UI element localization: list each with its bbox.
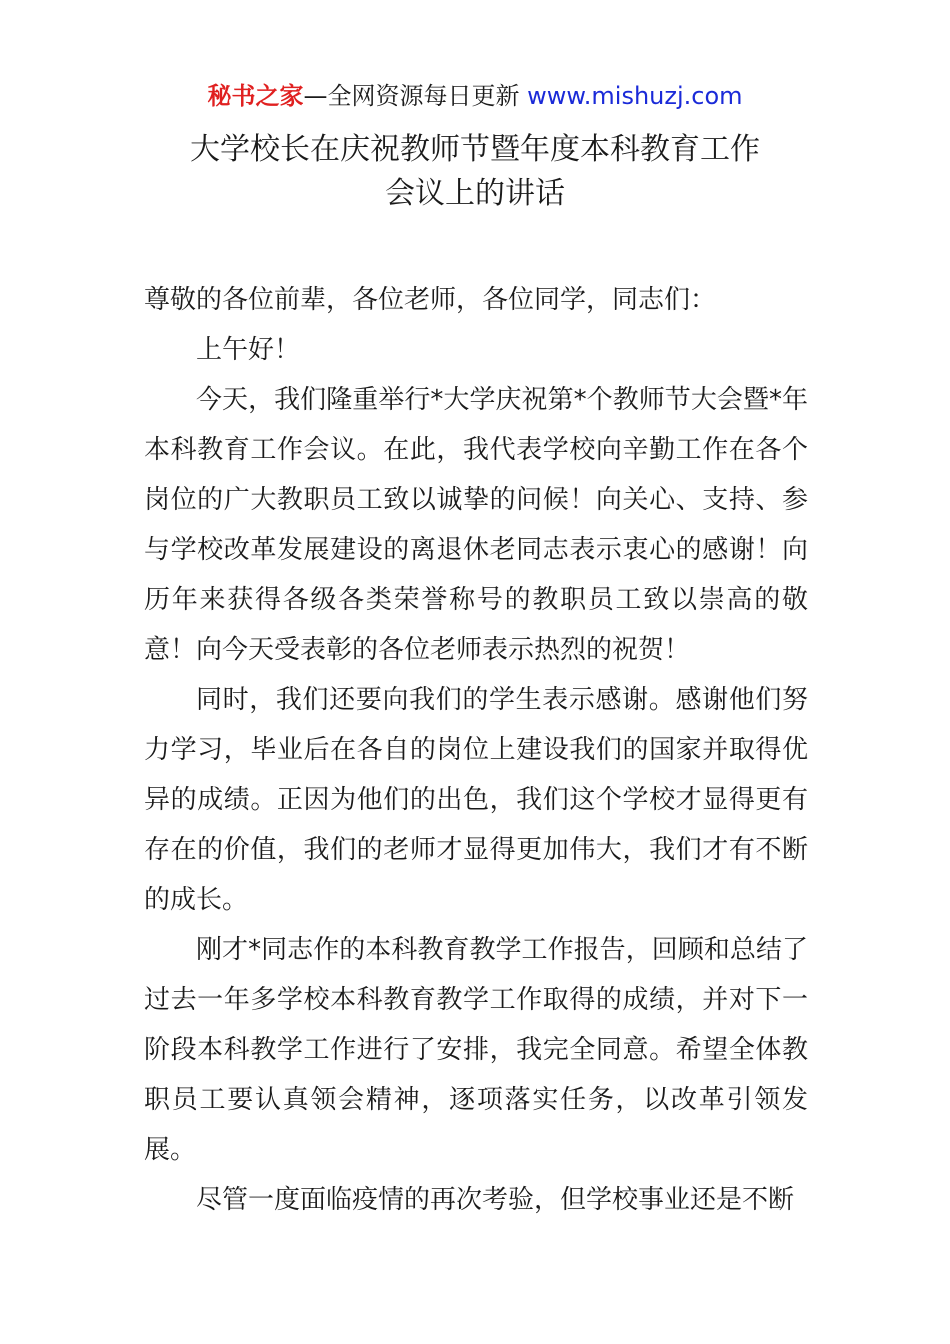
paragraph: 刚才*同志作的本科教育教学工作报告，回顾和总结了过去一年多学校本科教育教学工作取得的成绩，并对下一阶段本科教学工作进行了安排，我完全同意。希望全体教职员工要认真领会精神，逐项落实任务，以改革引领发展。	[144, 935, 808, 1165]
salutation: 尊敬的各位前辈，各位老师，各位同学，同志们：	[144, 285, 717, 315]
title-line-1: 大学校长在庆祝教师节暨年度本科教育工作	[190, 132, 760, 167]
site-url-link[interactable]: www.mishuzj.com	[527, 82, 743, 110]
title-line-2: 会议上的讲话	[385, 176, 565, 211]
paragraph: 尽管一度面临疫情的再次考验，但学校事业还是不断	[196, 1185, 795, 1215]
paragraph: 上午好！	[196, 335, 301, 365]
paragraph: 同时，我们还要向我们的学生表示感谢。感谢他们努力学习，毕业后在各自的岗位上建设我们的国家并取得优异的成绩。正因为他们的出色，我们这个学校才显得更有存在的价值，我们的老师才显得更加伟大，我们才有不断的成长。	[144, 685, 808, 915]
brand-name: 秘书之家	[207, 82, 304, 110]
document-body	[144, 275, 808, 1225]
paragraph: 今天，我们隆重举行*大学庆祝第*个教师节大会暨*年本科教育工作会议。在此，我代表学校向辛勤工作在各个岗位的广大教职员工致以诚挚的问候！向关心、支持、参与学校改革发展建设的离退休老同志表示衷心的感谢！向历年来获得各级各类荣誉称号的教职员工致以崇高的敬意！向今天受表彰的各位老师表示热烈的祝贺！	[144, 385, 808, 665]
site-header	[0, 78, 950, 114]
header-tagline: —全网资源每日更新	[303, 82, 528, 110]
document-title	[0, 128, 950, 216]
